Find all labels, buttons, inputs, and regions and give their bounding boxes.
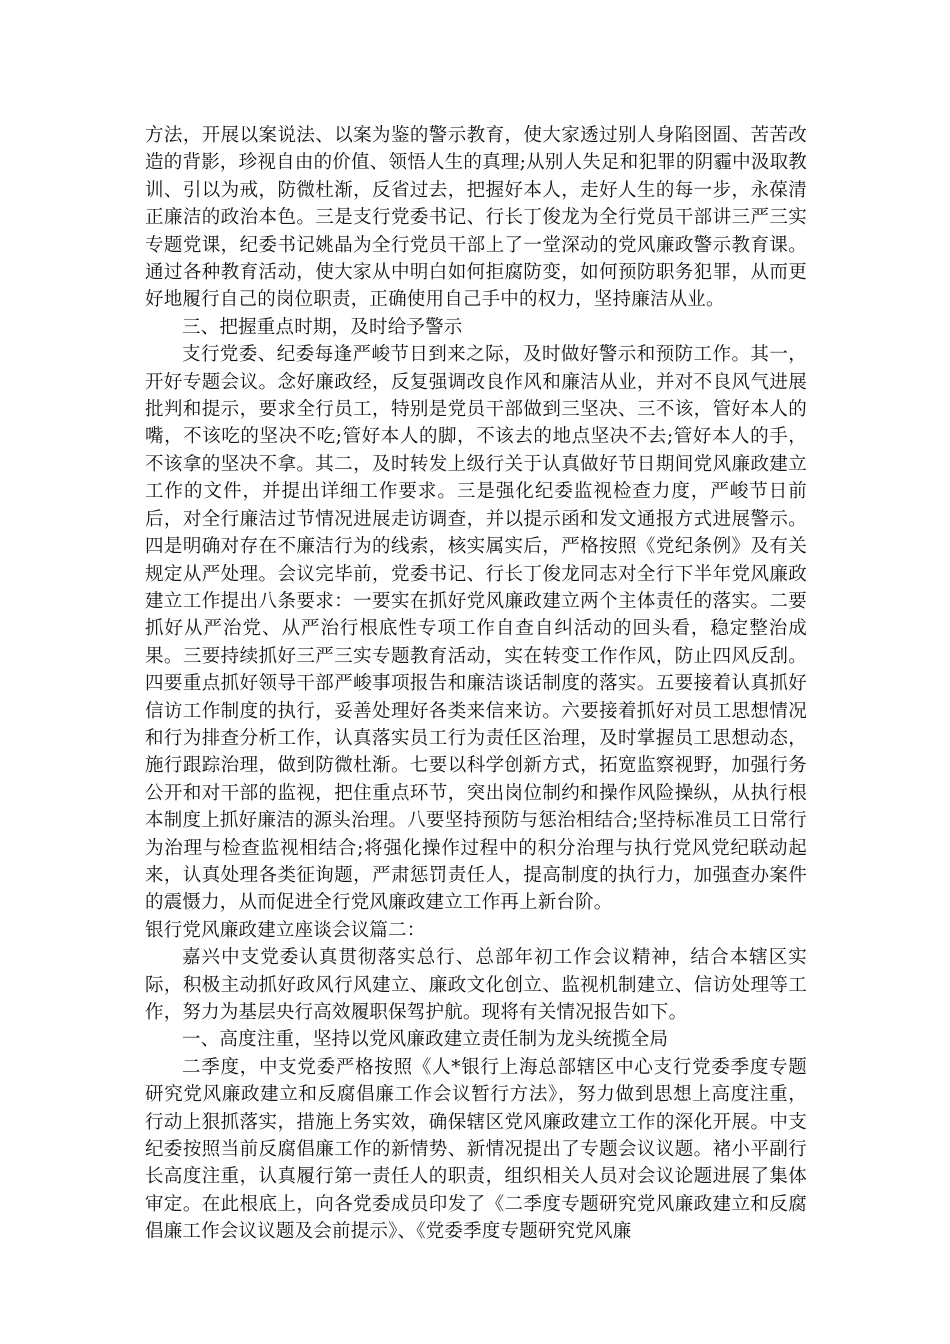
paragraph-1: 方法，开展以案说法、以案为鉴的警示教育，使大家透过别人身陷囹圄、苦苦改造的背影，珍视自由的价值、领悟人生的真理;从别人失足和犯罪的阴霾中汲取教训、引以为戒，防微杜渐，反省过去，把握好本人，走好人生的每一步，永葆清正廉洁的政治本色。三是支行党委书记、行长丁俊龙为全行党员干部讲三严三实专题党课，纪委书记姚晶为全行党员干部上了一堂深动的党风廉政警示教育课。通过各种教育活动，使大家从中明白如何拒腐防变，如何预防职务犯罪，从而更好地履行自己的岗位职责，正确使用自己手中的权力，坚持廉洁从业。 <box>145 125 807 311</box>
paragraph-5: 嘉兴中支党委认真贯彻落实总行、总部年初工作会议精神，结合本辖区实际，积极主动抓好政风行风建立、廉政文化创立、监视机制建立、信访处理等工作，努力为基层央行高效履职保驾护航。现将有关情况报告如下。 <box>145 947 807 1023</box>
section-heading-1: 一、高度注重，坚持以党风廉政建立责任制为龙头统揽全局 <box>182 1029 669 1051</box>
paragraph-3: 支行党委、纪委每逢严峻节日到来之际，及时做好警示和预防工作。其一，开好专题会议。念好廉政经，反复强调改良作风和廉洁从业，并对不良风气进展批判和提示，要求全行员工，特别是党员干部做到三坚决、三不该，管好本人的嘴，不该吃的坚决不吃;管好本人的脚，不该去的地点坚决不去;管好本人的手，不该拿的坚决不拿。其二，及时转发上级行关于认真做好节日期间党风廉政建立工作的文件，并提出详细工作要求。三是强化纪委监视检查力度，严峻节日前后，对全行廉洁过节情况进展走访调查，并以提示函和发文通报方式进展警示。四是明确对存在不廉洁行为的线索，核实属实后，严格按照《党纪条例》及有关规定从严处理。会议完毕前，党委书记、行长丁俊龙同志对全行下半年党风廉政建立工作提出八条要求：一要实在抓好党风廉政建立两个主体责任的落实。二要抓好从严治党、从严治行根底性专项工作自查自纠活动的回头看，稳定整治成果。三要持续抓好三严三实专题教育活动，实在转变工作作风，防止四风反刮。四要重点抓好领导干部严峻事项报告和廉洁谈话制度的落实。五要接着认真抓好信访工作制度的执行，妥善处理好各类来信来访。六要接着抓好对员工思想情况和行为排查分析工作，认真落实员工行为责任区治理，及时掌握员工思想动态，施行跟踪治理，做到防微杜渐。七要以科学创新方式，拓宽监察视野，加强行务公开和对干部的监视，把住重点环节，突出岗位制约和操作风险操纵，从执行根本制度上抓好廉洁的源头治理。八要坚持预防与惩治相结合;坚持标准员工日常行为治理与检查监视相结合;将强化操作过程中的积分治理与执行党风党纪联动起来，认真处理各类征询题，严肃惩罚责任人，提高制度的执行力，加强查办案件的震慑力，从而促进全行党风廉政建立工作再上新台阶。 <box>145 344 807 914</box>
article-title-part-2: 银行党风廉政建立座谈会议篇二： <box>145 919 426 941</box>
document-body <box>145 122 807 1246</box>
paragraph-7: 二季度，中支党委严格按照《人*银行上海总部辖区中心支行党委季度专题研究党风廉政建立和反腐倡廉工作会议暂行方法》，努力做到思想上高度注重，行动上狠抓落实，措施上务实效，确保辖区党风廉政建立工作的深化开展。中支纪委按照当前反腐倡廉工作的新情势、新情况提出了专题会议议题。褚小平副行长高度注重，认真履行第一责任人的职责，组织相关人员对会议论题进展了集体审定。在此根底上，向各党委成员印发了《二季度专题研究党风廉政建立和反腐倡廉工作会议议题及会前提示》、《党委季度专题研究党风廉 <box>145 1056 807 1243</box>
section-heading-3: 三、把握重点时期，及时给予警示 <box>182 316 463 338</box>
